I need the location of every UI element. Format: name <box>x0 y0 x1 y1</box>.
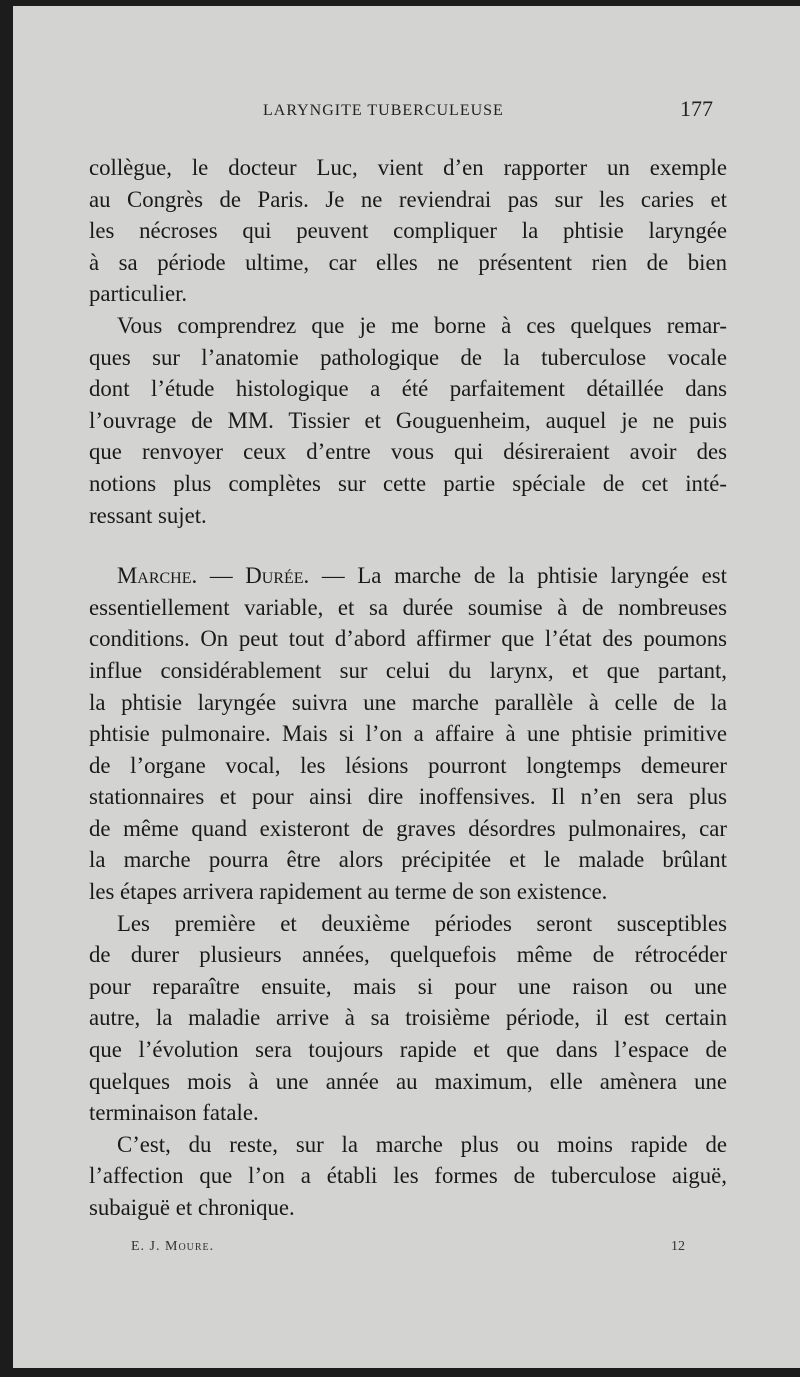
book-page <box>13 6 800 1368</box>
text-line: terminaison fatale. <box>89 1100 259 1126</box>
text-line: pour reparaître ensuite, mais si pour une raison ou une <box>89 973 727 999</box>
text-line: Vous comprendrez que je me borne à ces quelques remar- <box>117 312 727 338</box>
paragraph <box>89 908 727 1129</box>
paragraph <box>89 310 727 531</box>
text-line: de l’organe vocal, les lésions pourront longtemps demeurer <box>89 752 727 778</box>
text-line: Les première et deuxième périodes seront susceptibles <box>117 910 727 936</box>
text-line: influe considérablement sur celui du larynx, et que partant, <box>89 657 727 683</box>
text-line: la phtisie laryngée suivra une marche parallèle à celle de la <box>89 689 727 715</box>
running-title: LARYNGITE TUBERCULEUSE <box>263 102 504 119</box>
paragraph <box>89 560 727 908</box>
text-line: les étapes arrivera rapidement au terme de son existence. <box>89 879 608 905</box>
body-text <box>89 152 727 1224</box>
text-line: de même quand existeront de graves désordres pulmonaires, car <box>89 815 727 841</box>
text-line: de durer plusieurs années, quelquefois même de rétrocéder <box>89 942 727 968</box>
signature-mark: E. J. Moure. <box>131 1239 215 1254</box>
text-line: autre, la maladie arrive à sa troisième période, il est certain <box>89 1005 727 1031</box>
text-line: conditions. On peut tout d’abord affirmer que l’état des poumons <box>89 626 727 652</box>
section-gap <box>89 531 727 560</box>
text-line: à sa période ultime, car elles ne présentent rien de bien <box>89 249 727 275</box>
text-line: phtisie pulmonaire. Mais si l’on a affaire à une phtisie primitive <box>89 721 727 747</box>
text-line-content: La marche de la phtisie laryngée est <box>357 563 728 589</box>
text-line: notions plus complètes sur cette partie spéciale de cet inté- <box>89 470 727 496</box>
sheet-number: 12 <box>671 1239 685 1254</box>
text-line: que l’évolution sera toujours rapide et que dans l’espace de <box>89 1037 727 1063</box>
text-line: les nécroses qui peuvent compliquer la phtisie laryngée <box>89 218 727 244</box>
text-line: que renvoyer ceux d’entre vous qui désireraient avoir des <box>89 439 727 465</box>
text-line: ressant sujet. <box>89 502 207 528</box>
section-heading: Marche. — Durée. — <box>117 563 345 589</box>
page-footer <box>13 1239 800 1259</box>
text-line: l’affection que l’on a établi les formes de tuberculose aiguë, <box>89 1163 727 1189</box>
text-line: C’est, du reste, sur la marche plus ou moins rapide de <box>117 1131 727 1157</box>
text-line: stationnaires et pour ainsi dire inoffensives. Il n’en sera plus <box>89 784 727 810</box>
paragraph <box>89 1129 727 1224</box>
text-line: subaiguë et chronique. <box>89 1195 295 1220</box>
text-line: particulier. <box>89 281 188 307</box>
text-line: essentiellement variable, et sa durée soumise à de nombreuses <box>89 594 727 620</box>
text-line: collègue, le docteur Luc, vient d’en rapporter un exemple <box>89 155 727 180</box>
text-line: l’ouvrage de MM. Tissier et Gouguenheim, auquel je ne puis <box>89 407 727 433</box>
text-line: au Congrès de Paris. Je ne reviendrai pas sur les caries et <box>89 186 727 212</box>
text-line: dont l’étude histologique a été parfaitement détaillée dans <box>89 376 727 402</box>
page-header <box>13 96 800 126</box>
text-line: ques sur l’anatomie pathologique de la tuberculose vocale <box>89 344 727 370</box>
text-line <box>89 560 727 592</box>
paragraph <box>89 152 727 310</box>
text-line: quelques mois à une année au maximum, elle amènera une <box>89 1068 727 1094</box>
page-number: 177 <box>680 96 713 121</box>
text-line: la marche pourra être alors précipitée et le malade brûlant <box>89 847 727 873</box>
